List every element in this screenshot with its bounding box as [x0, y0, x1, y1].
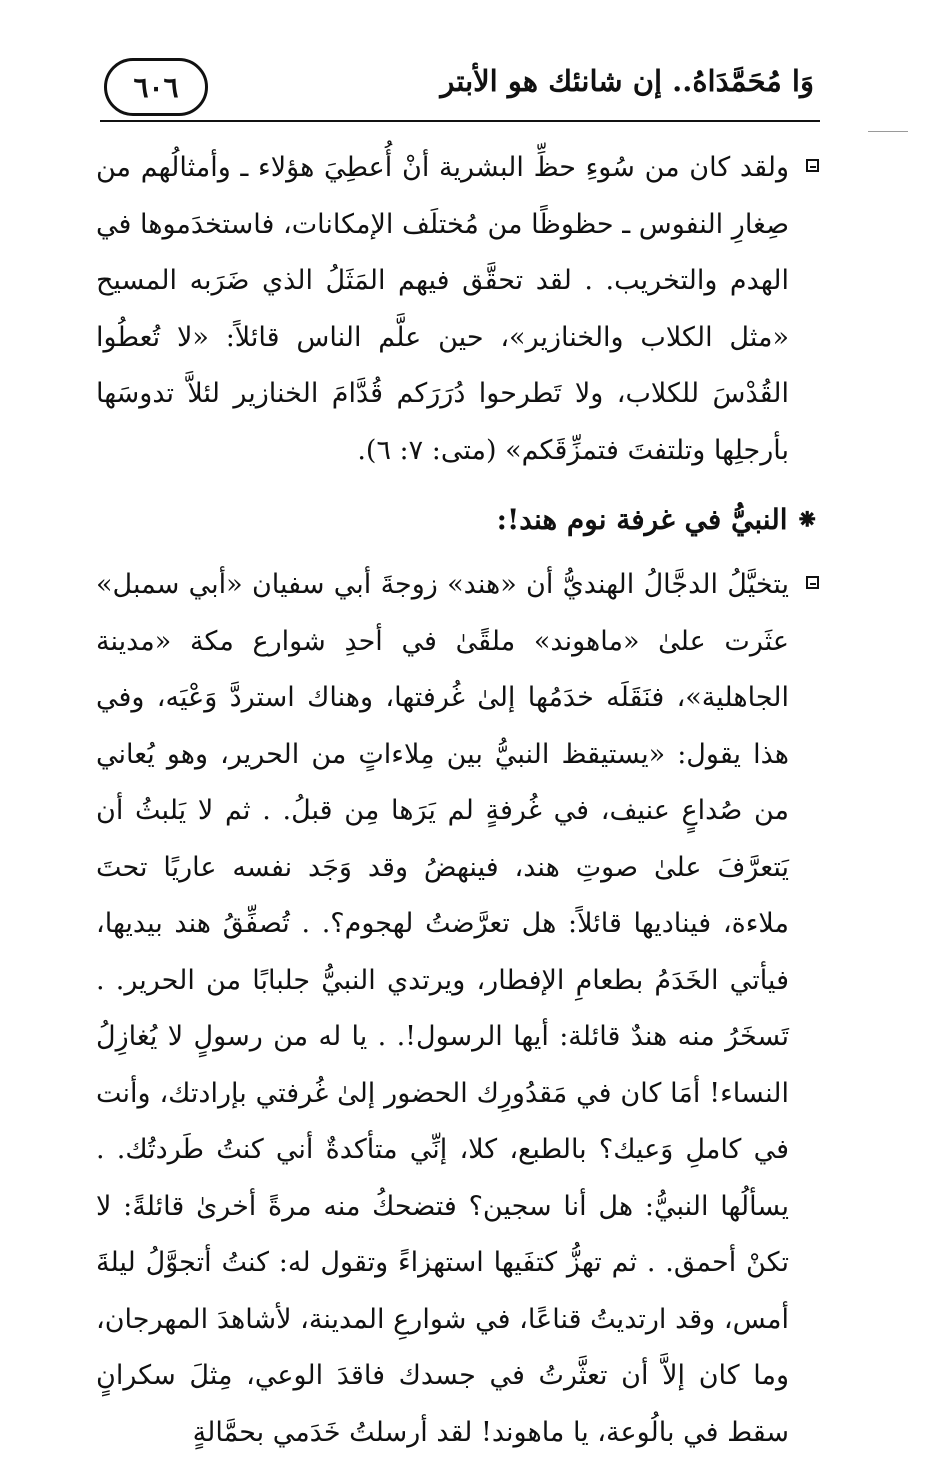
section-heading-text: النبيُّ في غرفة نوم هند!:: [496, 503, 788, 536]
section-heading: [96, 479, 819, 557]
paragraph-text: يتخيَّلُ الدجَّالُ الهنديُّ أن «هند» زوجةَ أبي سفيان «أبي سمبل» عثَرت علىٰ «ماهوند» ملقًىٰ في أحدِ شوارع مكة «مدينة الجاهلية»، فنَقَلَه خدَمُها إلىٰ غُرفتها، وهناك استردَّ وَعْيَه، وفي هذا يقول: «يستيقظ النبيُّ بين مِلاءاتٍ من الحرير، وهو يُعاني من صُداعٍ عنيف، في غُرفةٍ لم يَرَها مِن قبلُ. . ثم لا يَلبثُ أن يَتعرَّفَ علىٰ صوتِ هند، فينهضُ وقد وَجَد نفسه عاريًا تحتَ ملاءة، فيناديها قائلاً: هل تعرَّضتُ لهجوم؟. . تُصفِّقُ هند بيديها، فيأتي الخَدَمُ بطعامِ الإفطار، ويرتدي النبيُّ جلبابًا من الحرير. . تَسخَرُ منه هندٌ قائلة: أيها الرسول!. . يا له من رسولٍ لا يُغازِلُ النساء! أمَا كان في مَقدُورِك الحضور إلىٰ غُرفتي بإرادتك، وأنت في كاملِ وَعيك؟ بالطبع، كلا، إنِّي متأكدةٌ أني كنتُ طَردتُك. . يسألُها النبيُّ: هل أنا سجين؟ فتضحكُ منه مرةً أخرىٰ قائلةً: لا تكنْ أحمق. . ثم تهزُّ كتفَيها استهزاءً وتقول له: كنتُ أتجوَّلُ ليلةَ أمس، وقد ارتديتُ قناعًا، في شوارعِ المدينة، لأشاهدَ المهرجان، وما كان إلاَّ أن تعثَّرتُ في جسدك فاقدَ الوعي، مِثلَ سكرانٍ سقط في بالُوعة، يا ماهوند! لقد أرسلتُ خَدَمي بحمَّالةٍ: [96, 569, 789, 1448]
square-bullet-icon: [806, 159, 819, 172]
paragraph-text: ولقد كان من سُوءِ حظِّ البشرية أنْ أُعطِيَ هؤلاء ـ وأمثالُهم من صِغارِ النفوس ـ حظوظًا من مُختلَف الإمكانات، فاستخدَموها في الهدم والتخريب. . لقد تحقَّق فيهم المَثَلُ الذي ضَرَبه المسيح «مثل الكلاب والخنازير»، حين علَّم الناس قائلاً: «لا تُعطُوا القُدْسَ للكلاب، ولا تَطرحوا دُرَرَكم قُدَّامَ الخنازير لئلاَّ تدوسَها بأرجلِها وتلتفتَ فتمزِّقَكم» (متى: ٧: ٦).: [96, 152, 789, 466]
header-divider: [100, 120, 820, 122]
square-bullet-icon: [806, 576, 819, 589]
running-title: وَا مُحَمَّدَاهُ.. إن شانئك هو الأبتر: [440, 64, 814, 98]
margin-mark: [868, 131, 908, 132]
page-number: ٦٠٦: [104, 58, 208, 116]
page-body: [96, 140, 819, 1448]
paragraph: [96, 140, 819, 479]
paragraph: [96, 557, 819, 1461]
page-header: [100, 54, 820, 124]
asterisk-icon: ⁕: [795, 503, 819, 536]
